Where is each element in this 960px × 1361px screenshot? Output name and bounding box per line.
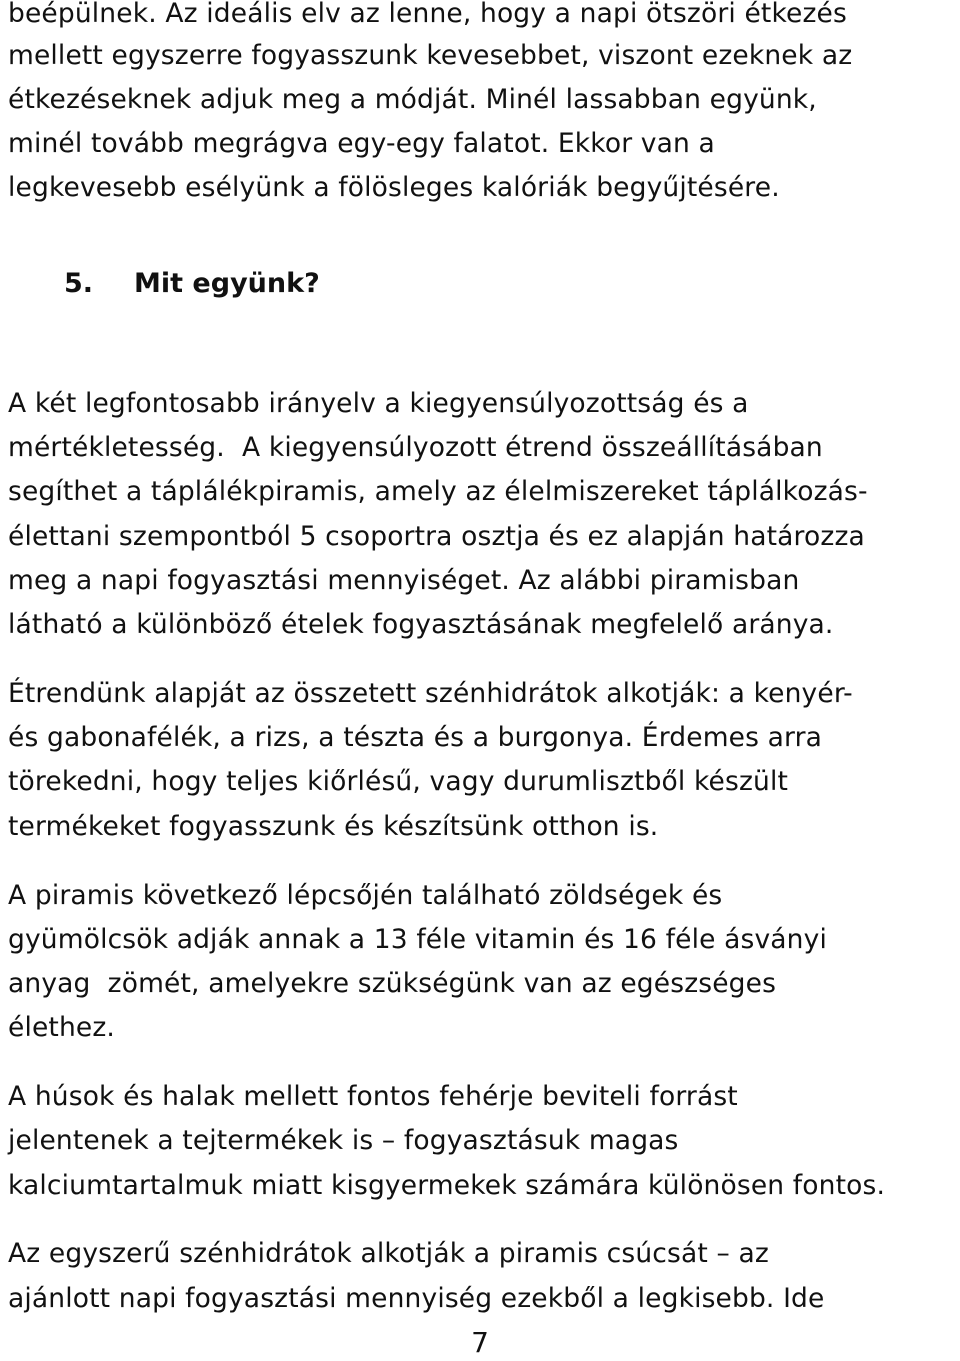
- paragraph-line: beépülnek. Az ideális elv az lenne, hogy a napi ötszöri étkezés: [8, 0, 847, 29]
- paragraph-line: minél tovább megrágva egy-egy falatot. Ekkor van a: [8, 128, 715, 159]
- paragraph-line: termékeket fogyasszunk és készítsünk otthon is.: [8, 811, 659, 842]
- paragraph-line: meg a napi fogyasztási mennyiséget. Az alábbi piramisban: [8, 565, 800, 596]
- page-number: 7: [471, 1326, 489, 1359]
- section-heading-title: Mit együnk?: [134, 268, 320, 299]
- paragraph-line: mellett egyszerre fogyasszunk kevesebbet, viszont ezeknek az: [8, 40, 853, 71]
- paragraph-line: segíthet a táplálékpiramis, amely az élelmiszereket táplálkozás-: [8, 476, 868, 507]
- paragraph-line: élettani szempontból 5 csoportra osztja és ez alapján határozza: [8, 521, 865, 552]
- paragraph-line: A két legfontosabb irányelv a kiegyensúlyozottság és a: [8, 388, 749, 419]
- paragraph-line: gyümölcsök adják annak a 13 féle vitamin és 16 féle ásványi: [8, 924, 827, 955]
- paragraph-line: mértékletesség. A kiegyensúlyozott étrend összeállításában: [8, 432, 823, 463]
- paragraph-line: törekedni, hogy teljes kiőrlésű, vagy durumlisztből készült: [8, 766, 789, 797]
- paragraph-line: jelentenek a tejtermékek is – fogyasztásuk magas: [8, 1125, 679, 1156]
- paragraph-line: A húsok és halak mellett fontos fehérje beviteli forrást: [8, 1081, 738, 1112]
- paragraph-line: kalciumtartalmuk miatt kisgyermekek számára különösen fontos.: [8, 1170, 886, 1201]
- paragraph-line: Az egyszerű szénhidrátok alkotják a piramis csúcsát – az: [8, 1238, 769, 1269]
- paragraph-line: és gabonafélék, a rizs, a tészta és a burgonya. Érdemes arra: [8, 722, 823, 753]
- section-heading-number: 5.: [64, 268, 94, 299]
- paragraph-line: élethez.: [8, 1012, 115, 1043]
- paragraph-line: anyag zömét, amelyekre szükségünk van az egészséges: [8, 968, 777, 999]
- paragraph-line: A piramis következő lépcsőjén található zöldségek és: [8, 880, 723, 911]
- paragraph-line: látható a különböző ételek fogyasztásának megfelelő aránya.: [8, 609, 834, 640]
- paragraph-line: legkevesebb esélyünk a fölösleges kalóriák begyűjtésére.: [8, 172, 780, 203]
- paragraph-line: étkezéseknek adjuk meg a módját. Minél lassabban együnk,: [8, 84, 817, 115]
- paragraph-line: Étrendünk alapját az összetett szénhidrátok alkotják: a kenyér-: [8, 678, 853, 709]
- paragraph-line: ajánlott napi fogyasztási mennyiség ezekből a legkisebb. Ide: [8, 1283, 825, 1314]
